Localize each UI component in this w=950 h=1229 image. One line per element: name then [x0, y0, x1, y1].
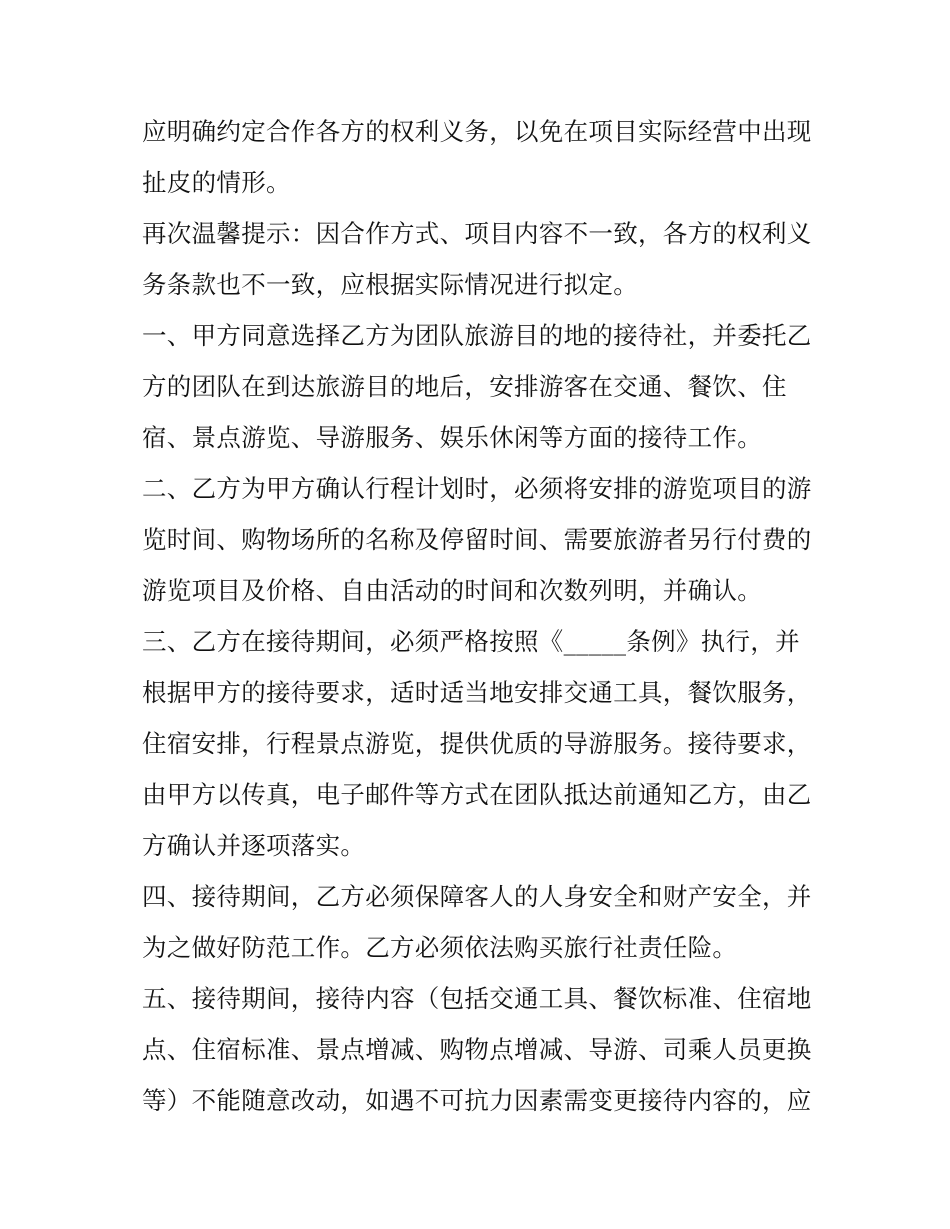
- text-line: 点、住宿标准、景点增减、购物点增减、导游、司乘人员更换: [142, 1035, 812, 1064]
- text-line: 根据甲方的接待要求，适时适当地安排交通工具，餐饮服务，: [142, 678, 812, 707]
- text-line: 览时间、购物场所的名称及停留时间、需要旅游者另行付费的: [142, 525, 812, 554]
- text-line: 游览项目及价格、自由活动的时间和次数列明，并确认。: [142, 576, 762, 605]
- document-body: [142, 106, 822, 1126]
- text-line: 三、乙方在接待期间，必须严格按照《_____条例》执行，并: [142, 627, 800, 656]
- text-line: 由甲方以传真，电子邮件等方式在团队抵达前通知乙方，由乙: [142, 780, 812, 809]
- text-line: 扯皮的情形。: [142, 168, 291, 197]
- text-line: 四、接待期间，乙方必须保障客人的人身安全和财产安全，并: [142, 882, 812, 911]
- text-line: 应明确约定合作各方的权利义务，以免在项目实际经营中出现: [142, 117, 812, 146]
- text-line: 二、乙方为甲方确认行程计划时，必须将安排的游览项目的游: [142, 474, 812, 503]
- text-line: 为之做好防范工作。乙方必须依法购买旅行社责任险。: [142, 933, 738, 962]
- text-line: 务条款也不一致，应根据实际情况进行拟定。: [142, 270, 638, 299]
- text-line: 等）不能随意改动，如遇不可抗力因素需变更接待内容的，应: [142, 1086, 812, 1115]
- text-line: 住宿安排，行程景点游览，提供优质的导游服务。接待要求，: [142, 729, 812, 758]
- text-line: 五、接待期间，接待内容（包括交通工具、餐饮标准、住宿地: [142, 984, 812, 1013]
- text-line: 宿、景点游览、导游服务、娱乐休闲等方面的接待工作。: [142, 423, 762, 452]
- text-line: 一、甲方同意选择乙方为团队旅游目的地的接待社，并委托乙: [142, 321, 812, 350]
- text-line: 方确认并逐项落实。: [142, 831, 366, 860]
- text-line: 方的团队在到达旅游目的地后，安排游客在交通、餐饮、住: [142, 372, 787, 401]
- text-line: 再次温馨提示：因合作方式、项目内容不一致，各方的权利义: [142, 219, 812, 248]
